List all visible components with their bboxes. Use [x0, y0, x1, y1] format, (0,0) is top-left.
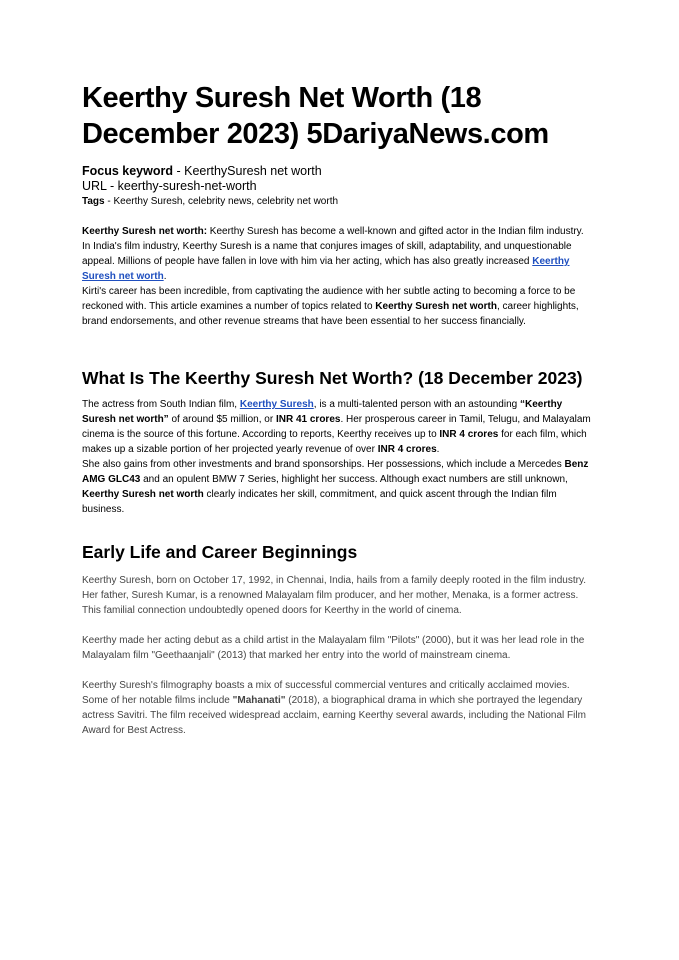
intro-paragraph-1: [82, 224, 593, 284]
net-worth-section: [82, 397, 593, 517]
early-life-paragraph-2: Keerthy made her acting debut as a child artist in the Malayalam film "Pilots" (2000), but it was her lead role in the Malayalam film "Geethaanjali" (2013) that marked her entry into the world of mainstream cinema.: [82, 635, 585, 661]
s1p2-text-c: clearly indicates her skill, commitment, and quick ascent through the Indian film business.: [82, 489, 557, 515]
seo-meta: [82, 164, 593, 209]
focus-keyword-line: [82, 164, 593, 179]
intro2-bold: Keerthy Suresh net worth: [375, 301, 497, 312]
tags-label: Tags: [82, 196, 105, 207]
s1-text-d: . Her prosperous career in Tamil, Telugu, and Malayalam cinema is the source of this fortune. According to reports, Keerthy receives up to: [82, 414, 591, 440]
s1-bold-4: INR 4 crores: [377, 444, 437, 455]
section-heading-early-life: Early Life and Career Beginnings: [82, 542, 358, 562]
s1-text-e: for each film, which makes up a sizable portion of her projected yearly revenue of over: [82, 429, 587, 455]
intro-paragraph-2: [82, 284, 593, 329]
s1-bold-2: INR 41 crores: [275, 414, 341, 425]
keerthy-suresh-link[interactable]: Keerthy Suresh: [239, 399, 314, 410]
url-value: - keerthy-suresh-net-worth: [106, 179, 257, 193]
s1-text-c: of around $5 million, or: [168, 414, 276, 425]
intro-text: Keerthy Suresh has become a well-known and gifted actor in the Indian film industry. In India's film industry, Keerthy Suresh is a name that conjures images of skill, adaptability, and unquestionable appeal. Millions of people have fallen in love with him via her acting, which has also greatly increased: [82, 226, 584, 267]
tags-value: - Keerthy Suresh, celebrity news, celebrity net worth: [104, 196, 339, 207]
s1-bold-3: INR 4 crores: [439, 429, 499, 440]
s1p2-bold-1: Benz AMG GLC43: [82, 459, 589, 485]
s1p2-bold-2: Keerthy Suresh net worth: [82, 489, 204, 500]
s1p2-text-a: She also gains from other investments and brand sponsorships. Her possessions, which include a Mercedes: [82, 459, 565, 470]
intro2-text-a: Kirti's career has been incredible, from captivating the audience with her subtle acting to becoming a force to be reckoned with. This article examines a number of topics related to: [82, 286, 576, 312]
intro-bold: Keerthy Suresh net worth:: [82, 226, 208, 237]
net-worth-paragraph-1: [82, 397, 593, 457]
tags-line: [82, 195, 593, 209]
intro-end: .: [163, 271, 167, 282]
s1-text-b: , is a multi-talented person with an astounding: [313, 399, 520, 410]
focus-keyword-label: Focus keyword: [82, 164, 173, 178]
article-title: Keerthy Suresh Net Worth (18 December 2023) 5DariyaNews.com: [82, 82, 549, 150]
net-worth-paragraph-2: [82, 457, 593, 517]
s1-bold-1: “Keerthy Suresh net worth”: [82, 399, 563, 425]
s1-text-f: .: [436, 444, 440, 455]
s2p3-text-a: Keerthy Suresh's filmography boasts a mix of successful commercial ventures and critically acclaimed movies. Some of her notable films include: [82, 680, 570, 706]
early-life-paragraph-1: Keerthy Suresh, born on October 17, 1992, in Chennai, India, hails from a family deeply rooted in the film industry. Her father, Suresh Kumar, is a renowned Malayalam film producer, and her mother, Menaka, is a former actress. This familial connection undoubtedly opened doors for Keerthy in the world of cinema.: [82, 575, 586, 616]
s1p2-text-b: and an opulent BMW 7 Series, highlight her success. Although exact numbers are still unknown,: [140, 474, 568, 485]
s2p3-text-b: (2018), a biographical drama in which she portrayed the legendary actress Savitri. The film received widespread acclaim, earning Keerthy several awards, including the National Film Award for Best Actress.: [82, 695, 586, 736]
net-worth-link[interactable]: Keerthy Suresh net worth: [82, 256, 570, 282]
early-life-paragraph-3: [82, 678, 593, 738]
focus-keyword-value: - KeerthySuresh net worth: [173, 164, 322, 178]
url-line: [82, 179, 593, 194]
s2p3-bold: "Mahanati": [232, 695, 286, 706]
early-life-section: [82, 573, 593, 738]
intro2-text-b: , career highlights, brand endorsements, and other revenue streams that have been essential to her success financially.: [82, 301, 579, 327]
s1-text-a: The actress from South Indian film,: [82, 399, 240, 410]
url-label: URL: [82, 179, 107, 193]
section-heading-net-worth: What Is The Keerthy Suresh Net Worth? (18 December 2023): [82, 368, 583, 388]
intro-section: [82, 224, 593, 329]
